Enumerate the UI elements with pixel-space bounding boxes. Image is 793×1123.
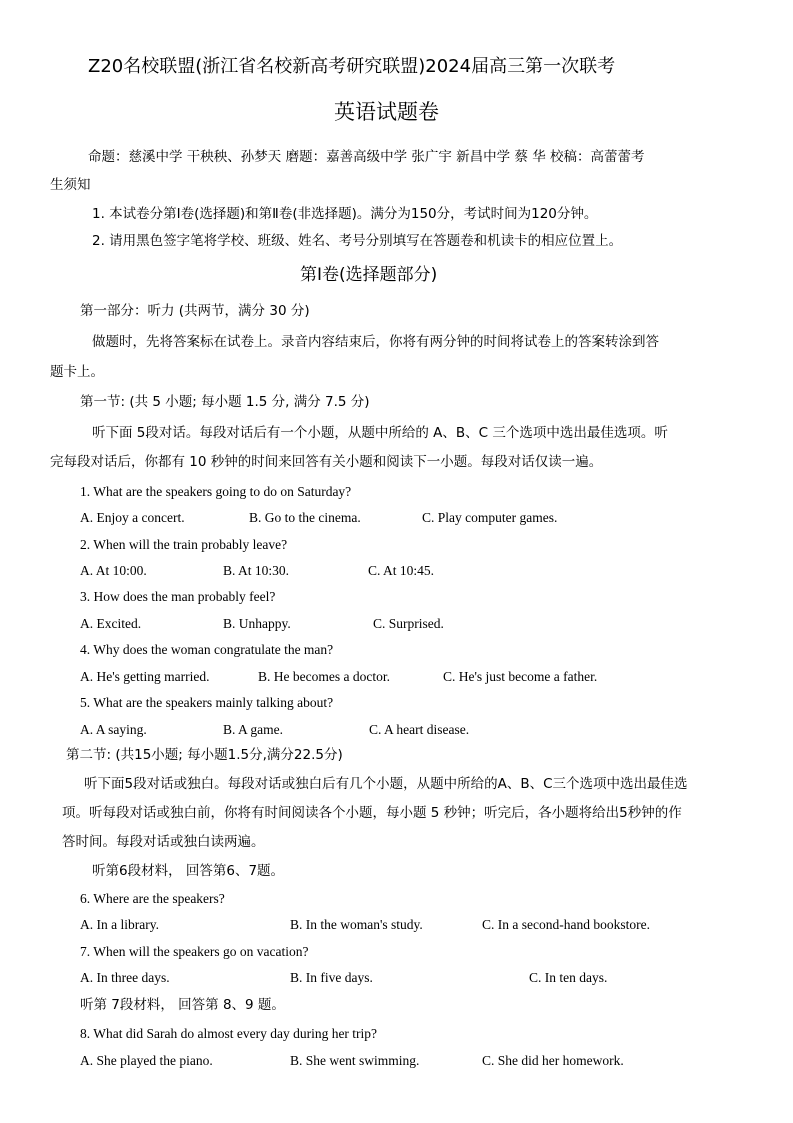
- q1-option-c: C. Play computer games.: [422, 510, 558, 525]
- question-2: 2. When will the train probably leave?: [80, 537, 288, 552]
- material-6-label: 听第6段材料， 回答第6、7题。: [92, 863, 285, 879]
- question-3: 3. How does the man probably feel?: [80, 589, 276, 604]
- part1-heading: 第一部分：听力 (共两节，满分 30 分): [80, 303, 310, 319]
- section1-heading: 第一节: (共 5 小题; 每小题 1.5 分, 满分 7.5 分): [80, 394, 370, 410]
- q8-option-a: A. She played the piano.: [80, 1053, 213, 1068]
- q8-option-b: B. She went swimming.: [290, 1053, 420, 1068]
- q2-option-c: C. At 10:45.: [368, 563, 435, 578]
- q1-option-a: A. Enjoy a concert.: [80, 510, 185, 525]
- q6-option-b: B. In the woman's study.: [290, 917, 423, 932]
- q3-option-c: C. Surprised.: [373, 616, 444, 631]
- question-8: 8. What did Sarah do almost every day during her trip?: [80, 1026, 378, 1041]
- section2-instruction-2: 项。听每段对话或独白前，你将有时间阅读各个小题，每小题 5 秒钟；听完后，各小题将给出5秒钟的作: [62, 805, 682, 821]
- section2-instruction-1: 听下面5段对话或独白。每段对话或独白后有几个小题，从题中所给的A、B、C三个选项中选出最佳选: [84, 776, 688, 792]
- section2-instruction-3: 答时间。每段对话或独白读两遍。: [62, 834, 265, 850]
- section1-instruction-2: 完每段对话后，你都有 10 秒钟的时间来回答有关小题和阅读下一小题。每段对话仅读一遍。: [50, 454, 603, 470]
- note-2: 2. 请用黑色签字笔将学校、班级、姓名、考号分别填写在答题卷和机读卡的相应位置上。: [92, 233, 623, 249]
- q3-option-b: B. Unhappy.: [223, 616, 291, 631]
- part1-instruction-2: 题卡上。: [50, 364, 104, 380]
- q5-option-c: C. A heart disease.: [369, 722, 470, 737]
- section2-heading: 第二节: (共15小题; 每小题1.5分,满分22.5分): [66, 747, 343, 763]
- q3-option-a: A. Excited.: [80, 616, 142, 631]
- question-7: 7. When will the speakers go on vacation?: [80, 944, 309, 959]
- part1-instruction-1: 做题时，先将答案标在试卷上。录音内容结束后，你将有两分钟的时间将试卷上的答案转涂到答: [92, 334, 659, 350]
- q8-option-c: C. She did her homework.: [482, 1053, 624, 1068]
- q4-option-c: C. He's just become a father.: [443, 669, 598, 684]
- q7-option-c: C. In ten days.: [529, 970, 608, 985]
- question-6: 6. Where are the speakers?: [80, 891, 225, 906]
- q4-option-b: B. He becomes a doctor.: [258, 669, 390, 684]
- exam-title: Z20名校联盟(浙江省名校新高考研究联盟)2024届高三第一次联考: [88, 56, 616, 77]
- question-1: 1. What are the speakers going to do on Saturday?: [80, 484, 352, 499]
- q2-option-b: B. At 10:30.: [223, 563, 290, 578]
- q1-option-b: B. Go to the cinema.: [249, 510, 361, 525]
- material-7-label: 听第 7段材料， 回答第 8、9 题。: [80, 997, 285, 1013]
- q5-option-b: B. A game.: [223, 722, 283, 737]
- question-4: 4. Why does the woman congratulate the man?: [80, 642, 334, 657]
- authors-line: 命题：慈溪中学 干秧秧、孙梦天 磨题：嘉善高级中学 张广宇 新昌中学 蔡 华 校稿：高蕾蕾考: [88, 149, 645, 165]
- note-1: 1. 本试卷分第Ⅰ卷(选择题)和第Ⅱ卷(非选择题)。满分为150分，考试时间为120分钟。: [92, 206, 598, 222]
- subject-title: 英语试题卷: [334, 100, 439, 124]
- q7-option-b: B. In five days.: [290, 970, 373, 985]
- q7-option-a: A. In three days.: [80, 970, 170, 985]
- question-5: 5. What are the speakers mainly talking about?: [80, 695, 334, 710]
- q5-option-a: A. A saying.: [80, 722, 147, 737]
- section1-instruction-1: 听下面 5段对话。每段对话后有一个小题，从题中所给的 A、B、C 三个选项中选出最佳选项。听: [92, 425, 668, 441]
- q2-option-a: A. At 10:00.: [80, 563, 147, 578]
- q4-option-a: A. He's getting married.: [80, 669, 210, 684]
- q6-option-c: C. In a second-hand bookstore.: [482, 917, 650, 932]
- notice-label: 生须知: [50, 177, 91, 193]
- q6-option-a: A. In a library.: [80, 917, 159, 932]
- volume-title: 第Ⅰ卷(选择题部分): [300, 265, 438, 285]
